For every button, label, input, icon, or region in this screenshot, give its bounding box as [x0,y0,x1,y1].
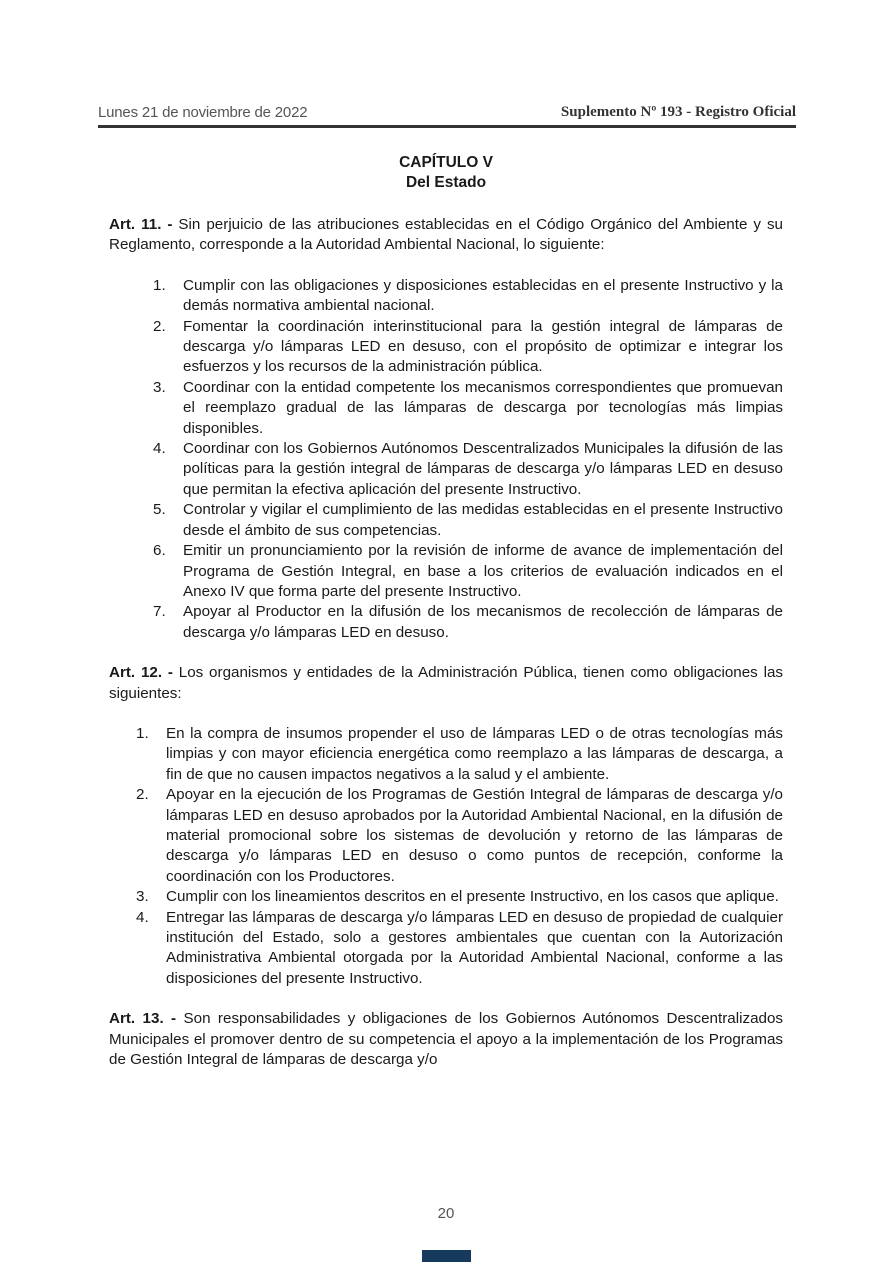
article-label: Art. 13. - [109,1010,177,1028]
article-text: Son responsabilidades y obligaciones de los Gobiernos Autónomos Descentralizados Municipales el promover dentro de su competencia el apoyo a la implementación de los Programas de Gestión Integral de lámparas de descarga y/o [109,1010,784,1069]
list-item: 7. Apoyar al Productor en la difusión de los mecanismos de recolección de lámparas de descarga y/o lámparas LED en desuso. [153,603,783,641]
article-text: Sin perjuicio de las atribuciones establecidas en el Código Orgánico del Ambiente y su Reglamento, corresponde a la Autoridad Ambiental Nacional, lo siguiente: [109,216,783,254]
list-item: 2. Fomentar la coordinación interinstitucional para la gestión integral de lámparas de descarga y/o lámparas LED en desuso, con el propósito de optimizar e integrar los esfuerzos y los recursos de la administración pública. [153,317,783,376]
header-publication: Suplemento Nº 193 - Registro Oficial [560,104,796,120]
article-text: Los organismos y entidades de la Administración Pública, tienen como obligaciones las siguientes: [109,664,784,702]
list-item: 3. Cumplir con los lineamientos descritos en el presente Instructivo, en los casos que aplique. [136,888,779,906]
header-date: Lunes 21 de noviembre de 2022 [98,104,308,121]
article-12 [109,663,783,704]
list-item: 2. Apoyar en la ejecución de los Programas de Gestión Integral de lámparas de descarga y/o lámparas LED en desuso aprobados por la Autoridad Ambiental Nacional, en la difusión de material promocional sobre los sistemas de devolución y retorno de las lámparas de descarga y/o lámparas LED en desuso o como puntos de recepción, conforme la coordinación con los Productores. [136,786,783,885]
header-divider [98,125,796,128]
list-item: 1. En la compra de insumos propender el uso de lámparas LED o de otras tecnologías más limpias y con mayor eficiencia energética como reemplazo a las lámparas de descarga, a fin de que no causen impactos negativos a la salud y el ambiente. [136,724,783,783]
article-13 [109,1009,783,1070]
list-item: 3. Coordinar con la entidad competente los mecanismos correspondientes que promuevan el reemplazo gradual de las lámparas de descarga por tecnologías más limpias disponibles. [153,378,783,437]
footer-accent-bar [422,1250,471,1262]
article-label: Art. 12. - [109,664,173,682]
article-12-list [109,724,783,989]
chapter-subtitle: Del Estado [405,174,487,191]
list-item: 6. Emitir un pronunciamiento por la revisión de informe de avance de implementación del Programa de Gestión Integral, en base a los criterios de evaluación indicados en el Anexo IV que forma parte del presente Instructivo. [153,542,783,600]
document-body [109,153,783,1070]
list-item: 4. Coordinar con los Gobiernos Autónomos Descentralizados Municipales la difusión de las políticas para la gestión integral de lámparas de descarga y/o lámparas LED en desuso que permitan la efectiva aplicación del presente Instructivo. [153,440,783,498]
list-item: 5. Controlar y vigilar el cumplimiento de las medidas establecidas en el presente Instructivo desde el ámbito de sus competencias. [153,501,783,539]
article-11 [109,215,783,256]
article-label: Art. 11. - [109,216,173,233]
list-item: 1. Cumplir con las obligaciones y disposiciones establecidas en el presente Instructivo y la demás normativa ambiental nacional. [153,276,783,315]
chapter-title: CAPÍTULO V [399,154,493,171]
page-number: 20 [437,1205,455,1222]
article-11-list [109,276,783,643]
list-item: 4. Entregar las lámparas de descarga y/o lámparas LED en desuso de propiedad de cualquier institución del Estado, solo a gestores ambientales que cuentan con la Autorización Administrativa Ambiental otorgada por la Autoridad Ambiental Nacional, conforme a las disposiciones del presente Instructivo. [136,908,783,987]
